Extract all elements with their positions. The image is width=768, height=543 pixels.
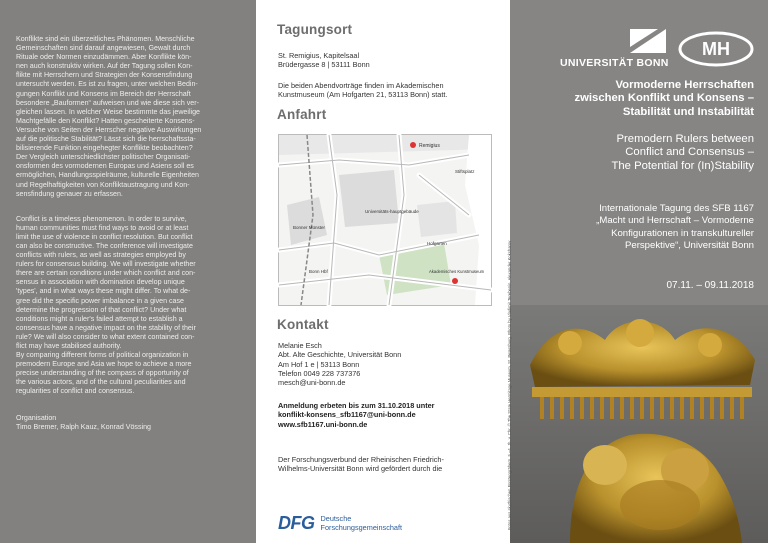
right-panel bbox=[507, 0, 768, 543]
middle-panel bbox=[256, 0, 510, 543]
directions-heading: Anfahrt bbox=[277, 107, 327, 122]
street-map bbox=[279, 135, 491, 305]
university-logo-icon bbox=[628, 27, 668, 55]
funding-note: Der Forschungsverbund der Rheinischen Friedrich- Wilhelms-Universität Bonn wird gefördert durch die bbox=[278, 455, 444, 474]
contact-heading: Kontakt bbox=[277, 317, 329, 332]
organisation-names: Timo Bremer, Ralph Kauz, Konrad Vössing bbox=[16, 422, 151, 431]
svg-text:Hofgarten: Hofgarten bbox=[427, 241, 447, 246]
macht-herrschaft-logo-icon bbox=[677, 25, 755, 69]
description-text: Konflikte sind ein überzeitliches Phänomen. Menschliche Gemeinschaften sind darauf angewiesen, Gewalt durch Rituale oder Normen einzudämmen. Aber Konflikte kön- nen auch konstruktiv wirken. Auf der Tagung sollen Kon- flikte mit Herrschern und Strategien der Konsensfindung untersucht werden. Es ist zu fragen, unter welchen Bedin- gungen Konflikt und Konsens im Bereich der Herrschaft besondere „Bauformen“ aufweisen und wie diese sich ver- gleichen lassen. In welcher Weise bestimmte das jeweilige Machtgefälle den Konflikt? Hatten gescheiterte Konsens- Versuche von Seiten der Herrscher negative Auswirkungen auf die politische Stabilität? Lässt sich die herrschaftssta- bilisierende Funktion eingehegter Konflikte beobachten? Der Vergleich unterschiedlichster politischer Organisati- onsformen des vormodernen Europas und Asiens soll es ermöglichen, Handlungsspielräume, kulturelle Eigenheiten und Regelhaftigkeiten von Konfliktaustragung und Kon- sensfindung genauer zu erfassen. Conflict is a timeless phenomenon. In order to survive, human communities must find ways to avoid or at least limit the use of violence in conflict resolution. But conflict can also be constructive. The conference will investigate conflicts with rulers, as well as strategies employed by rulers for consensus building. We will investigate whether there are certain conditions under which conflict and con- sensus in association with domination develop unique 'types', and in what ways these might differ. To what de- gree did the specific power imbalance in a given case determine the progression of that conflict? Under what conditions might a ruler's failed attempt to establish a consensus have a negative impact on the stability of their rule? We will also consider to what extent contained con- flict may have stabilised authority. By comparing different forms of political organization in premodern Europe and Asia we hope to achieve a more precise understanding of the compass of opportunity of the various actors, and of the cultural peculiarities and regularities of conflict and consensus. Organisation Timo Bremer, Ralph Kauz, Konrad Vössing bbox=[16, 27, 248, 432]
scythian-gold-photo bbox=[510, 305, 768, 543]
svg-text:Bonner Münster: Bonner Münster bbox=[293, 225, 326, 230]
dfg-logo bbox=[278, 513, 402, 534]
website-link[interactable]: www.sfb1167.uni-bonn.de bbox=[278, 419, 368, 429]
conference-info: Internationale Tagung des SFB 1167 „Macht und Herrschaft – Vormoderne Konfigurationen in transkultureller Perspektive“, Universität Bonn bbox=[596, 203, 754, 251]
contact-name: Melanie Esch bbox=[278, 341, 322, 350]
directions-map bbox=[278, 134, 492, 306]
left-panel bbox=[0, 0, 256, 543]
title-english: Premodern Rulers between Conflict and Consensus – The Potential for (In)Stability bbox=[611, 133, 754, 172]
svg-text:Universitäts-hauptgebäude: Universitäts-hauptgebäude bbox=[365, 209, 419, 214]
university-block bbox=[339, 170, 399, 227]
title-german: Vormoderne Herrschaften zwischen Konflikt und Konsens – Stabilität und Instabilität bbox=[574, 79, 754, 118]
svg-text:Stiftsplatz: Stiftsplatz bbox=[455, 169, 475, 174]
venue-note: Die beiden Abendvorträge finden im Akademischen Kunstmuseum (Am Hofgarten 21, 53113 Bonn) statt. bbox=[278, 81, 448, 100]
dfg-logo-mark: DFG bbox=[278, 513, 315, 533]
venue-address: St. Remigius, Kapitelsaal Brüdergasse 8 | 53111 Bonn bbox=[278, 51, 370, 70]
museum-marker bbox=[452, 278, 458, 284]
contact-email-link[interactable]: mesch@uni-bonn.de bbox=[278, 378, 346, 388]
conference-dates: 07.11. – 09.11.2018 bbox=[666, 280, 754, 291]
registration-block bbox=[278, 401, 493, 429]
dfg-logo-name: Deutsche Forschungsgemeinschaft bbox=[320, 514, 403, 532]
contact-phone: Telefon 0049 228 737376 bbox=[278, 368, 361, 378]
remigius-marker bbox=[410, 142, 416, 148]
university-name: UNIVERSITÄT BONN bbox=[560, 57, 669, 69]
contact-department: Abt. Alte Geschichte, Universität Bonn bbox=[278, 350, 402, 360]
svg-text:Akademisches Kunstmuseum: Akademisches Kunstmuseum bbox=[429, 269, 485, 274]
registration-deadline: Anmeldung erbeten bis zum 31.10.2018 unter bbox=[278, 401, 435, 410]
venue-heading: Tagungsort bbox=[277, 22, 353, 37]
block-east bbox=[417, 201, 457, 237]
contact-block bbox=[278, 341, 493, 387]
organisation-heading: Organisation bbox=[16, 413, 57, 422]
contact-address: Am Hof 1 e | 53113 Bonn bbox=[278, 359, 360, 369]
svg-text:Remigius: Remigius bbox=[419, 143, 440, 149]
photo-credit: Fotos aus skythischen Fürstengräbern, 5.–4. Jh. v. Chr. © The State Hermitage Museum, St. Petersburg. Photo by Vladimir Terebenin, Alexander Koksharov bbox=[507, 240, 512, 530]
svg-text:MH: MH bbox=[702, 39, 730, 59]
registration-email-link[interactable]: konflikt-konsens_sfb1167@uni-bonn.de bbox=[278, 410, 416, 420]
svg-text:Bonn Hbf: Bonn Hbf bbox=[309, 269, 328, 274]
description-english: Conflict is a timeless phenomenon. In order to survive, human communities must find ways to avoid or at least limit the use of violence in conflict resolution. But conflict can also be constructive. The conference will investigate conflicts with rulers, as well as strategies employed by rulers for consensus building. We will investigate whether there are certain conditions under which conflict and con- sensus in association with domination develop unique 'types', and in what ways these might differ. To what de- gree did the specific power imbalance in a given case determine the progression of that conflict? Under what conditions might a ruler's failed attempt to establish a consensus have a negative impact on the stability of their rule? We will also consider to what extent contained con- flict may have stabilised authority. By comparing different forms of political organization in premodern Europe and Asia we hope to achieve a more precise understanding of the compass of opportunity of the various actors, and of the cultural peculiarities and regularities of conflict and consensus. bbox=[16, 214, 196, 396]
